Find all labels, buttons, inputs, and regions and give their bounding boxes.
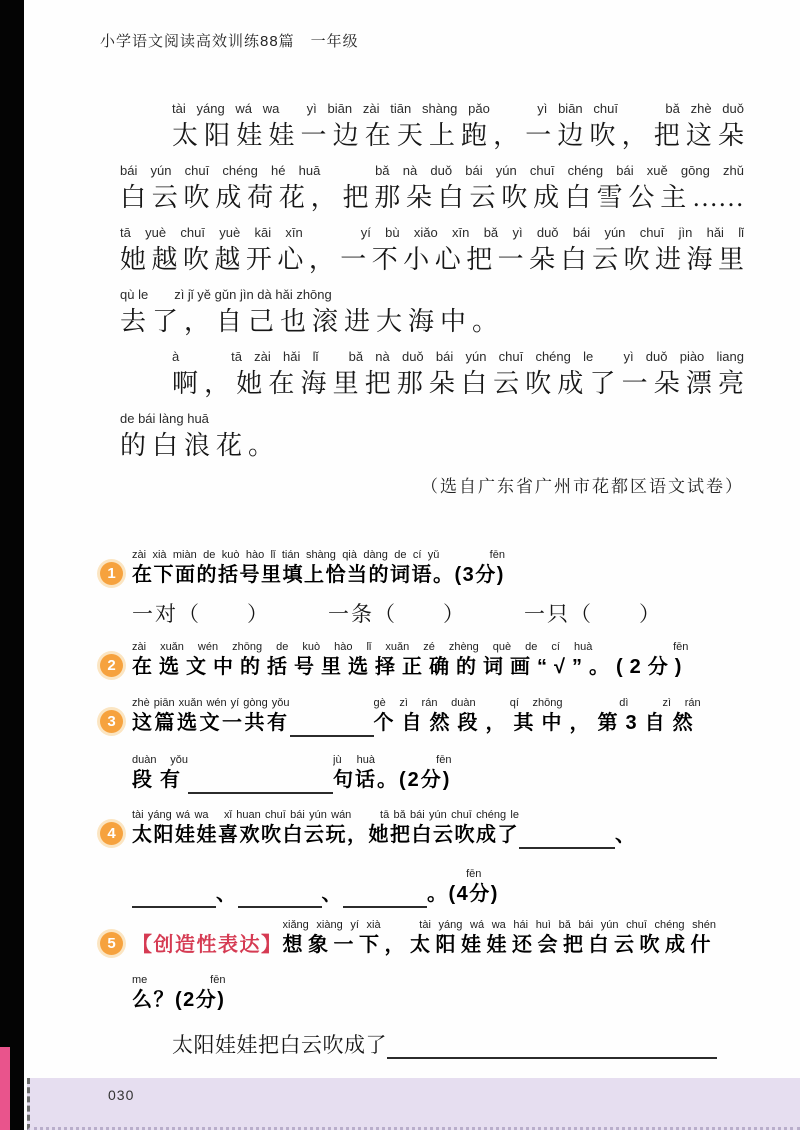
passage-line	[120, 100, 744, 155]
hanzi-text: 一只（ ）	[524, 602, 662, 626]
hanzi-text: 个自然段，其中，第3自然	[373, 712, 701, 734]
pinyin-line: tài yáng wá wa yì biān zài tiān shàng pǎo yì biān chuī bǎ zhè duǒ	[172, 101, 744, 116]
answer-blank	[238, 881, 322, 908]
pinyin-text: zài xuǎn wén zhōng de kuò hào lǐ xuǎn zé zhèng què de cí huà fēn	[132, 641, 689, 653]
question-body	[132, 918, 752, 1059]
hanzi-text: 段有	[132, 769, 188, 791]
hanzi-line: 太阳娃娃一边在天上跑，一边吹，把这朵	[172, 121, 744, 150]
spacer	[466, 627, 524, 628]
hanzi-text: (4分)	[448, 883, 499, 905]
question-row	[132, 973, 752, 1014]
pinyin-text: me fēn	[132, 974, 226, 986]
question-row	[132, 601, 752, 628]
question-row	[132, 696, 752, 737]
pinyin-line: qù le zì jǐ yě gǔn jìn dà hǎi zhōng	[120, 287, 332, 302]
pinyin-text: xiǎng xiàng yí xià tài yáng wá wa hái huì bǎ bái yún chuī chéng shén	[282, 919, 716, 931]
question-row	[132, 548, 752, 589]
question-text	[132, 696, 290, 737]
hanzi-text: 。	[427, 883, 449, 905]
hanzi-text: 一条（ ）	[328, 602, 466, 626]
answer-blank	[343, 881, 427, 908]
hanzi-line: 的白浪花。	[120, 431, 281, 460]
hanzi-text: 这篇选文一共有	[132, 712, 290, 734]
pinyin-line: de bái làng huā	[120, 411, 209, 426]
question-number-badge: 3	[100, 710, 123, 733]
question-text	[322, 881, 344, 908]
question-text	[132, 640, 688, 681]
question-text	[132, 548, 505, 589]
page-header: 小学语文阅读高效训练88篇 一年级	[100, 33, 359, 50]
answer-blank	[290, 710, 374, 737]
hanzi-line: 她越吹越开心，一不小心把一朵白云吹进海里	[120, 245, 744, 274]
hanzi-text: 在下面的括号里填上恰当的词语。(3分)	[132, 564, 505, 586]
question-text	[172, 1032, 387, 1059]
question-row	[132, 918, 752, 959]
question-5	[100, 918, 752, 1059]
passage-source: （选自广东省广州市花都区语文试卷）	[421, 477, 744, 496]
question-2	[100, 640, 752, 681]
answer-blank	[132, 881, 216, 908]
question-number-badge: 1	[100, 562, 123, 585]
answer-blank	[387, 1032, 717, 1059]
hanzi-text: 太阳娃娃把白云吹成了	[172, 1033, 387, 1057]
hanzi-line: 啊，她在海里把那朵白云吹成了一朵漂亮	[172, 369, 744, 398]
question-text	[449, 867, 499, 908]
question-number-badge: 5	[100, 932, 123, 955]
hanzi-line: 白云吹成荷花，把那朵白云吹成白雪公主……	[120, 183, 744, 212]
question-tag-label	[132, 932, 283, 959]
question-row	[132, 867, 752, 908]
hanzi-text: 在选文中的括号里选择正确的词画“√”。(2分)	[132, 656, 689, 678]
scan-edge	[0, 0, 24, 1130]
pinyin-line: bái yún chuī chéng hé huā bǎ nà duǒ bái yún chuī chéng bái xuě gōng zhǔ	[120, 163, 744, 178]
question-text	[132, 601, 270, 628]
question-4	[100, 808, 752, 908]
spacer	[270, 627, 328, 628]
question-body	[132, 640, 752, 681]
pinyin-text: duàn yǒu	[132, 754, 188, 766]
question-text	[328, 601, 466, 628]
passage-line	[120, 348, 744, 403]
hanzi-text: 、	[216, 883, 238, 905]
question-body	[132, 696, 752, 794]
hanzi-text: 【创造性表达】	[132, 934, 283, 956]
hanzi-text: 、	[321, 883, 343, 905]
question-text	[524, 601, 662, 628]
question-text	[333, 753, 451, 794]
answer-blank	[188, 767, 333, 794]
reading-passage	[120, 100, 744, 472]
question-body	[132, 548, 752, 628]
hanzi-text: 想象一下，太阳娃娃还会把白云吹成什	[282, 934, 716, 956]
question-text	[132, 753, 188, 794]
pinyin-line: tā yuè chuī yuè kāi xīn yí bù xiǎo xīn bǎ yì duǒ bái yún chuī jìn hǎi lǐ	[120, 225, 744, 240]
question-number-badge: 4	[100, 822, 123, 845]
pinyin-text: gè zì rán duàn qí zhōng dì zì rán	[373, 697, 701, 709]
question-text	[283, 918, 717, 959]
question-text	[132, 973, 225, 1014]
question-text	[615, 822, 637, 849]
edge-tab	[0, 1047, 10, 1130]
passage-line	[120, 224, 744, 279]
hanzi-text: 一对（ ）	[132, 602, 270, 626]
passage-line	[120, 410, 744, 465]
passage-line	[120, 286, 744, 341]
question-body	[132, 808, 752, 908]
answer-blank	[519, 822, 615, 849]
pinyin-text: zhè piān xuǎn wén yí gòng yǒu	[132, 697, 290, 709]
hanzi-text: 么？(2分)	[132, 989, 226, 1011]
question-text	[132, 808, 519, 849]
hanzi-text: 太阳娃娃喜欢吹白云玩，她把白云吹成了	[132, 824, 519, 846]
pinyin-text: zài xià miàn de kuò hào lǐ tián shàng qià dàng de cí yǔ fēn	[132, 549, 505, 561]
question-1	[100, 548, 752, 628]
page-number: 030	[108, 1087, 135, 1103]
question-number-badge: 2	[100, 654, 123, 677]
question-text	[374, 696, 701, 737]
question-row	[132, 640, 752, 681]
question-text	[427, 881, 449, 908]
question-text	[216, 881, 238, 908]
hanzi-text: 句话。(2分)	[333, 769, 452, 791]
question-row	[132, 808, 752, 849]
footer-band	[27, 1078, 800, 1130]
passage-line	[120, 162, 744, 217]
pinyin-text: tài yáng wá wa xǐ huan chuī bái yún wán tā bǎ bái yún chuī chéng le	[132, 809, 519, 821]
hanzi-text: 、	[615, 824, 637, 846]
question-row	[132, 753, 752, 794]
hanzi-line: 去了，自己也滚进大海中。	[120, 307, 505, 336]
pinyin-text: jù huà fēn	[333, 754, 452, 766]
pinyin-line: à tā zài hǎi lǐ bǎ nà duǒ bái yún chuī chéng le yì duǒ piào liang	[172, 349, 744, 364]
question-3	[100, 696, 752, 794]
pinyin-text: fēn	[466, 868, 482, 880]
question-row	[132, 1032, 752, 1059]
